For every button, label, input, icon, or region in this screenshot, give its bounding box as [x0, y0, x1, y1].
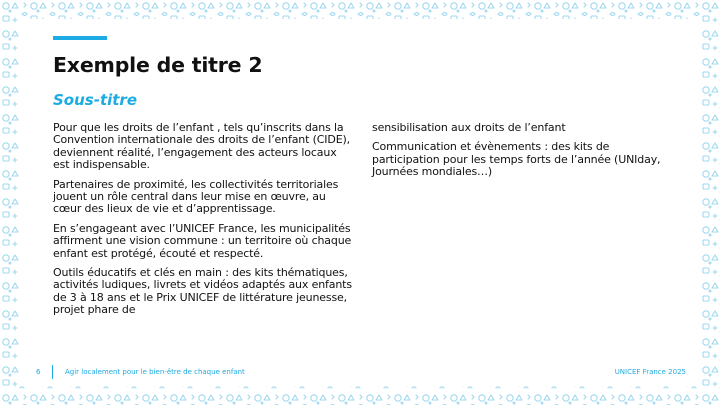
footer-divider — [52, 365, 53, 379]
slide-title: Exemple de titre 2 — [53, 53, 263, 77]
title-accent-bar — [53, 36, 107, 40]
paragraph: sensibilisation aux droits de l’enfant — [372, 121, 566, 134]
slide-subtitle: Sous-titre — [53, 91, 137, 109]
right-text-column — [372, 122, 672, 186]
slide-content-area — [19, 19, 700, 386]
paragraph: Partenaires de proximité, les collectivités territoriales jouent un rôle central dans leur mise en œuvre, au cœur des lieux de vie et d’apprentissage. — [53, 177, 339, 216]
paragraph: Communication et évènements : des kits de participation pour les temps forts de l’année (UNIday, Journées mondiales…) — [372, 140, 661, 179]
left-text-column — [53, 122, 353, 324]
footer-tagline: Agir localement pour le bien-être de chaque enfant — [65, 368, 245, 376]
footer-brand: UNICEF France 2025 — [614, 368, 686, 376]
slide-footer — [19, 363, 700, 381]
page-number: 6 — [36, 368, 41, 376]
paragraph: Outils éducatifs et clés en main : des kits thématiques, activités ludiques, livrets et vidéos adaptés aux enfants de 3 à 18 ans et le Prix UNICEF de littérature jeunesse, projet phare de — [53, 266, 352, 317]
paragraph: Pour que les droits de l’enfant , tels qu’inscrits dans la Convention internationale des droits de l’enfant (CIDE), deviennent réalité, l’engagement des acteurs locaux est indispensable. — [53, 121, 351, 172]
paragraph: En s’engageant avec l’UNICEF France, les municipalités affirment une vision commune : un territoire où chaque enfant est protégé, écouté et respecté. — [53, 221, 352, 260]
